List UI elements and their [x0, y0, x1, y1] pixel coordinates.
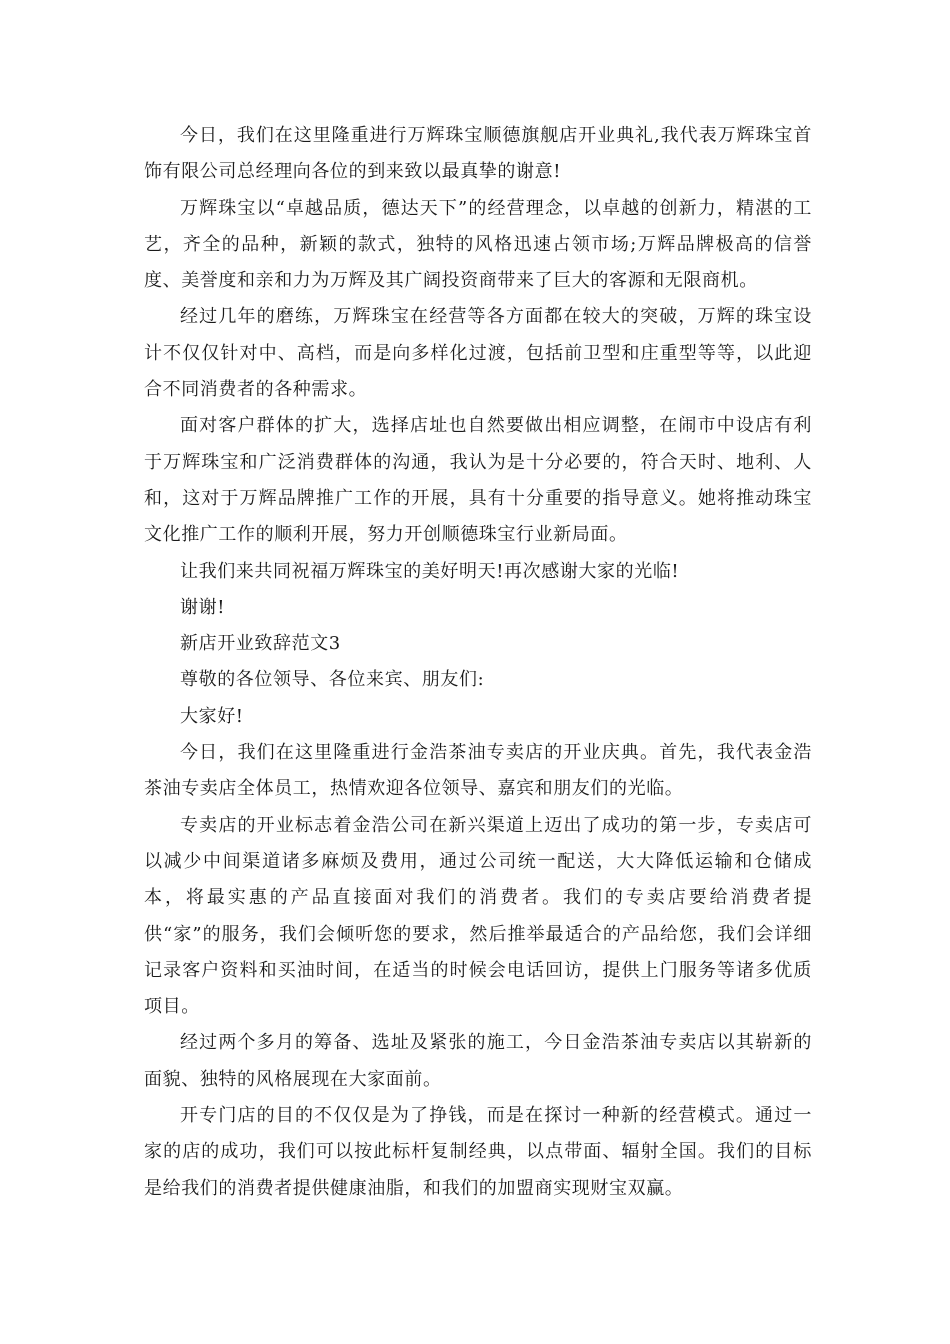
document-page [144, 118, 812, 1207]
paragraph-blessing: 让我们来共同祝福万辉珠宝的美好明天!再次感谢大家的光临! [180, 560, 680, 582]
paragraph-business-model: 开专门店的目的不仅仅是为了挣钱，而是在探讨一种新的经营模式。通过一家的店的成功，我们可以按此标杆复制经典，以点带面、辐射全国。我们的目标是给我们的消费者提供健康油脂，和我们的加盟商实现财宝双赢。 [144, 1105, 812, 1199]
paragraph-store-significance: 专卖店的开业标志着金浩公司在新兴渠道上迈出了成功的第一步，专卖店可以减少中间渠道诸多麻烦及费用，通过公司统一配送，大大降低运输和仓储成本，将最实惠的产品直接面对我们的消费者。我们的专卖店要给消费者提供“家”的服务，我们会倾听您的要求，然后推举最适合的产品给您，我们会详细记录客户资料和买油时间，在适当的时候会电话回访，提供上门服务等诸多优质项目。 [144, 814, 812, 1018]
paragraph-store-location: 面对客户群体的扩大，选择店址也自然要做出相应调整，在闹市中设店有利于万辉珠宝和广泛消费群体的沟通，我认为是十分必要的，符合天时、地利、人和，这对于万辉品牌推广工作的开展，具有十分重要的指导意义。她将推动珠宝文化推广工作的顺利开展，努力开创顺德珠宝行业新局面。 [144, 415, 812, 546]
paragraph-preparation: 经过两个多月的筹备、选址及紧张的施工，今日金浩茶油专卖店以其崭新的面貌、独特的风格展现在大家面前。 [144, 1032, 812, 1090]
section-title: 新店开业致辞范文3 [180, 633, 341, 655]
paragraph-opening-thanks: 今日，我们在这里隆重进行万辉珠宝顺德旗舰店开业典礼,我代表万辉珠宝首饰有限公司总经理向各位的到来致以最真挚的谢意! [144, 125, 812, 183]
paragraph-design-progress: 经过几年的磨练，万辉珠宝在经营等各方面都在较大的突破，万辉的珠宝设计不仅仅针对中、高档，而是向多样化过渡，包括前卫型和庄重型等等，以此迎合不同消费者的各种需求。 [144, 306, 812, 401]
greeting: 大家好! [180, 705, 244, 727]
paragraph-brand-philosophy: 万辉珠宝以“卓越品质，德达天下”的经营理念，以卓越的创新力，精湛的工艺，齐全的品种，新颖的款式，独特的风格迅速占领市场;万辉品牌极高的信誉度、美誉度和亲和力为万辉及其广阔投资商带来了巨大的客源和无限商机。 [144, 197, 812, 292]
salutation: 尊敬的各位领导、各位来宾、朋友们: [180, 669, 485, 691]
paragraph-thanks: 谢谢! [180, 596, 226, 618]
paragraph-opening-ceremony: 今日，我们在这里隆重进行金浩茶油专卖店的开业庆典。首先，我代表金浩茶油专卖店全体员工，热情欢迎各位领导、嘉宾和朋友们的光临。 [144, 742, 812, 800]
